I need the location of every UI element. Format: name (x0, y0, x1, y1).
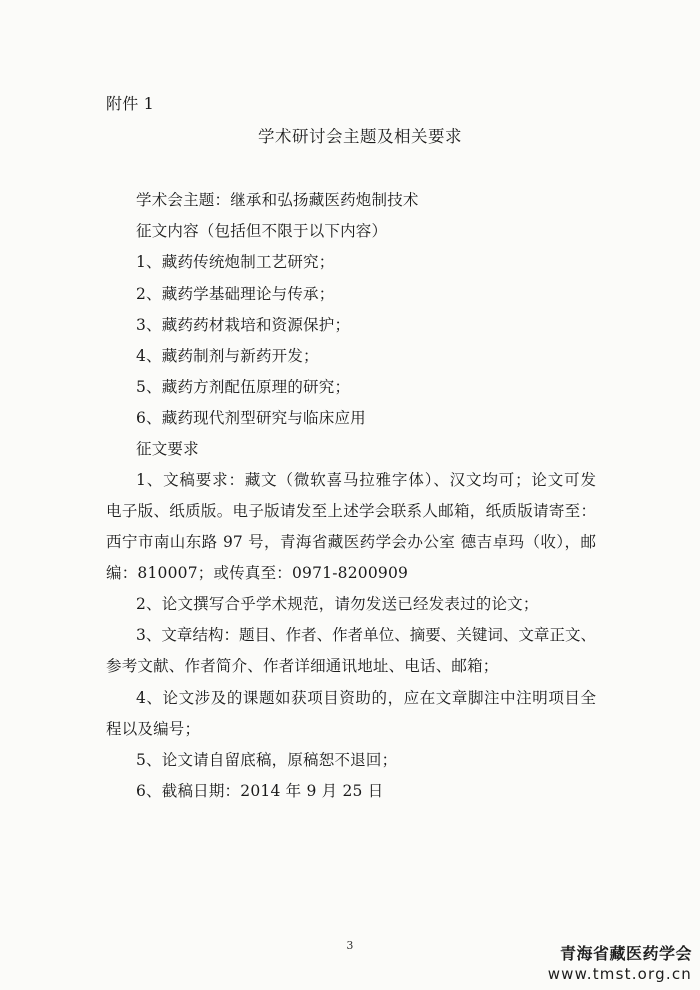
requirement-6-deadline: 6、截稿日期：2014 年 9 月 25 日 (136, 782, 384, 800)
attachment-label: 附件 1 (106, 94, 155, 113)
requirement-2: 2、论文撰写合乎学术规范，请勿发送已经发表过的论文； (136, 595, 539, 613)
watermark-url: www.tmst.org.cn (547, 965, 692, 983)
content-item-1: 1、藏药传统炮制工艺研究； (136, 253, 335, 271)
requirement-1-line-1: 1、文稿要求：藏文（微软喜马拉雅字体）、汉文均可；论文可发 (136, 471, 596, 489)
content-item-2: 2、藏药学基础理论与传承； (136, 285, 335, 303)
content-item-3: 3、藏药药材栽培和资源保护； (136, 316, 351, 334)
page-number: 3 (346, 939, 354, 952)
requirement-3-line-1: 3、文章结构：题目、作者、作者单位、摘要、关键词、文章正文、 (136, 626, 596, 644)
document-title: 学术研讨会主题及相关要求 (258, 127, 462, 146)
requirement-5: 5、论文请自留底稿，原稿恕不退回； (136, 751, 398, 769)
site-watermark (548, 946, 692, 982)
requirement-3-line-2: 参考文献、作者简介、作者详细通讯地址、电话、邮箱； (106, 657, 499, 675)
requirement-4-line-2: 程以及编号； (106, 720, 201, 738)
content-item-5: 5、藏药方剂配伍原理的研究； (136, 378, 351, 396)
requirement-1-line-3: 西宁市南山东路 97 号，青海省藏医药学会办公室 德吉卓玛（收），邮 (106, 533, 596, 551)
requirement-1-line-4: 编：810007；或传真至：0971-8200909 (106, 564, 409, 582)
submission-content-heading: 征文内容（包括但不限于以下内容） (136, 222, 388, 240)
content-item-4: 4、藏药制剂与新药开发； (136, 347, 319, 365)
content-item-6: 6、藏药现代剂型研究与临床应用 (136, 409, 366, 427)
requirement-4-line-1: 4、论文涉及的课题如获项目资助的，应在文章脚注中注明项目全 (136, 689, 596, 707)
submission-requirements-heading: 征文要求 (136, 440, 199, 458)
watermark-org-name: 青海省藏医药学会 (559, 944, 692, 963)
conference-theme: 学术会主题：继承和弘扬藏医药炮制技术 (136, 191, 419, 209)
requirement-1-line-2: 电子版、纸质版。电子版请发至上述学会联系人邮箱，纸质版请寄至： (106, 502, 596, 520)
